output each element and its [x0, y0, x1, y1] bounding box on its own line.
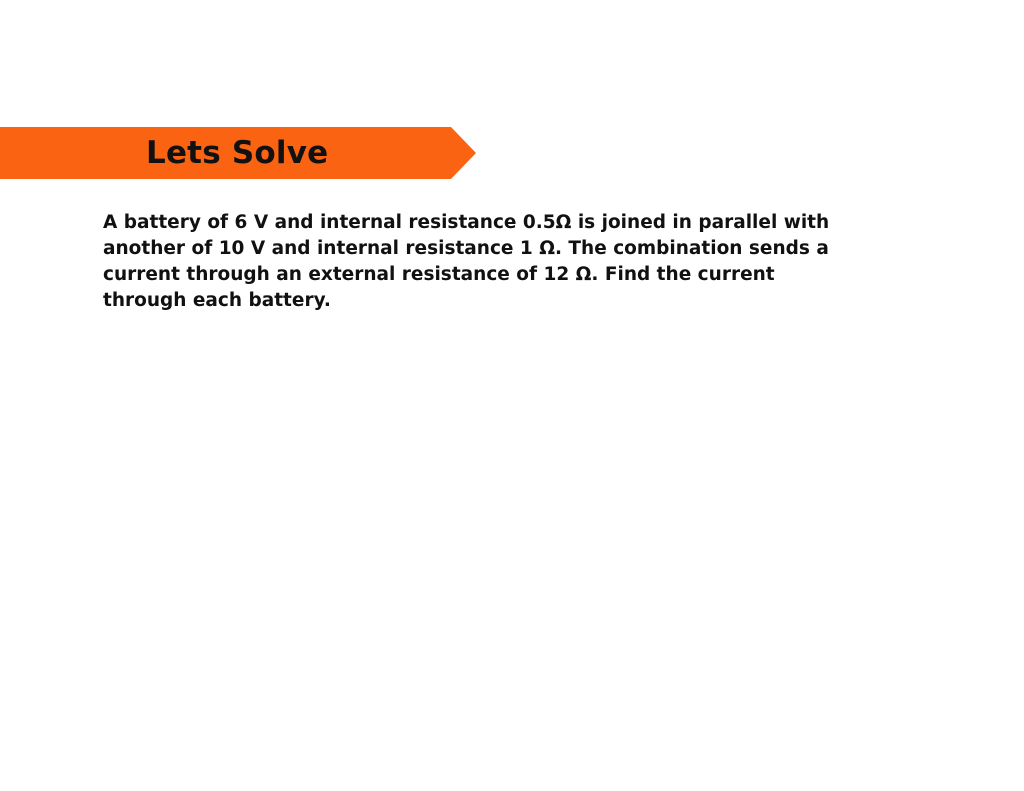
banner-title: Lets Solve: [146, 135, 329, 171]
problem-statement: A battery of 6 V and internal resistance 0.5Ω is joined in parallel with another of 10 V and internal resistance 1 Ω. The combination sends a current through an external resistance of 12 Ω. Find the current through each battery.: [103, 212, 830, 311]
section-banner: [0, 127, 476, 179]
